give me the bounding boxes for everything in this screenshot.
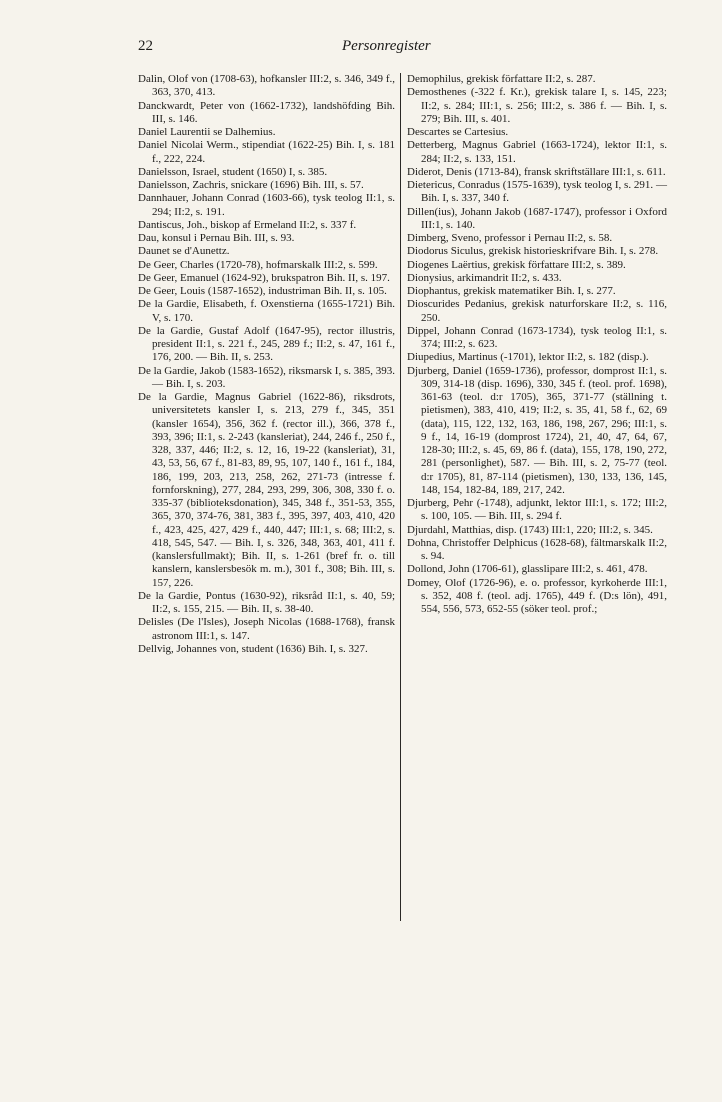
index-entry: Dimberg, Sveno, professor i Pernau II:2, s. 58. [407,232,613,244]
index-entry: Diupedius, Martinus (-1701), lektor II:2, s. 182 (disp.). [407,351,649,364]
index-entry: Djurberg, Pehr (-1748), adjunkt, lektor III:1, s. 172; III:2, s. 100, 105. — Bih. III, s. 294 f. [407,497,667,523]
index-entry: Diodorus Siculus, grekisk historieskrifvare Bih. I, s. 278. [407,245,659,258]
right-column [407,73,667,616]
index-entry: Dalin, Olof von (1708-63), hofkansler III:2, s. 346, 349 f., 363, 370, 413. [138,73,395,99]
index-entry: Delisles (De l'Isles), Joseph Nicolas (1688-1768), fransk astronom III:1, s. 147. [138,616,395,642]
index-entry: Danielsson, Israel, student (1650) I, s. 385. [138,165,328,178]
column-divider [400,73,401,921]
index-entry: Diophantus, grekisk matematiker Bih. I, s. 277. [407,285,616,297]
index-entry: De la Gardie, Magnus Gabriel (1622-86), riksdrots, universitetets kansler I, s. 213, 279 f., 345, 351 (kansler 1654), 356, 362 f. (rector ill.), 366, 378 f., 393, 396; II:1, s. 2-243 (kansleriat), 244, 246 f., 250 f., 328, 337, 446; II:2, s. 12, 16, 19-22 (kansleriat), 31, 43, 53, 56, 67 f., 81-83, 89, 95, 107, 140 f., 161 f., 184, 186, 199, 203, 213, 258, 262, 271-73 (intresse f. fornforskning), 277, 284, 293, 299, 306, 308, 330 f. o. 335-37 (biblioteksdonation), 345, 348 f., 351-53, 355, 365, 370, 374-76, 381, 383 f., 395, 397, 403, 410, 420 f., 423, 425, 427, 429 f., 440, 447; III:1, s. 68; III:2, s. 418, 545, 547. — Bih. I, s. 326, 348, 363, 401, 411 f. (kanslersfullmakt); Bih. II, s. 1-261 (bref fr. o. till kanslern, kanslersbesök m. m.), 301 f., 308; Bih. III, s. 157, 226. [138,391,395,589]
index-entry: Domey, Olof (1726-96), e. o. professor, kyrkoherde III:1, s. 352, 408 f. (teol. adj. 1765), 449 f. (D:s lön), 491, 554, 556, 573, 652-55 (söker teol. prof.; [407,576,667,615]
index-entry: De Geer, Emanuel (1624-92), brukspatron Bih. II, s. 197. [138,271,390,284]
index-entry: Descartes se Cartesius. [407,126,509,138]
index-entry: De la Gardie, Elisabeth, f. Oxenstierna (1655-1721) Bih. V, s. 170. [138,298,395,324]
index-entry: Demophilus, grekisk författare II:2, s. 287. [407,73,596,85]
index-entry: Dionysius, arkimandrit II:2, s. 433. [407,271,562,284]
index-entry: Detterberg, Magnus Gabriel (1663-1724), lektor II:1, s. 284; II:2, s. 133, 151. [407,139,667,165]
index-entry: Demosthenes (-322 f. Kr.), grekisk talare I, s. 145, 223; II:2, s. 284; III:1, s. 256; III:2, s. 386 f. — Bih. I, s. 279; Bih. III, s. 401. [407,86,667,125]
index-entry: Dantiscus, Joh., biskop af Ermeland II:2, s. 337 f. [138,218,357,231]
index-entry: Dippel, Johann Conrad (1673-1734), tysk teolog II:1, s. 374; III:2, s. 623. [407,324,667,350]
index-entry: De Geer, Louis (1587-1652), industriman Bih. II, s. 105. [138,285,387,297]
index-entry: Daniel Laurentii se Dalhemius. [138,126,276,138]
index-entry: De Geer, Charles (1720-78), hofmarskalk III:2, s. 599. [138,258,378,271]
running-title: Personregister [342,38,431,54]
index-entry: Dau, konsul i Pernau Bih. III, s. 93. [138,232,295,244]
index-entry: Djurdahl, Matthias, disp. (1743) III:1, 220; III:2, s. 345. [407,523,653,536]
index-entry: Dohna, Christoffer Delphicus (1628-68), fältmarskalk II:2, s. 94. [407,536,667,562]
index-entry: Diogenes Laërtius, grekisk författare III:2, s. 389. [407,258,626,271]
index-entry: Dellvig, Johannes von, student (1636) Bih. I, s. 327. [138,642,368,655]
page-number: 22 [138,38,153,54]
index-entry: Danckwardt, Peter von (1662-1732), landshöfding Bih. III, s. 146. [138,99,395,125]
index-entry: Dillen(ius), Johann Jakob (1687-1747), professor i Oxford III:1, s. 140. [407,205,667,231]
index-entry: Dollond, John (1706-61), glasslipare III:2, s. 461, 478. [407,563,648,576]
page-header [0,38,722,60]
index-entry: Dietericus, Conradus (1575-1639), tysk teolog I, s. 291. — Bih. I, s. 337, 340 f. [407,179,667,205]
index-entry: De la Gardie, Gustaf Adolf (1647-95), rector illustris, president II:1, s. 221 f., 245, 289 f.; II:2, s. 47, 161 f., 176, 200. — Bih. II, s. 253. [138,324,395,364]
index-entry: Daniel Nicolai Werm., stipendiat (1622-25) Bih. I, s. 181 f., 222, 224. [138,139,395,165]
left-column [138,73,395,656]
index-entry: Dannhauer, Johann Conrad (1603-66), tysk teolog II:1, s. 294; II:2, s. 191. [138,192,395,218]
index-entry: Djurberg, Daniel (1659-1736), professor, domprost II:1, s. 309, 314-18 (disp. 1696), 330, 345 f. (teol. prof. 1698), 361-63 (teol. d:r 1705), 365, 371-77 (ställning t. pietismen), 383, 410, 419; II:2, s. 35, 41, 58 f., 62, 69 (data), 115, 122, 132, 163, 186, 198, 267, 296; III:1, s. 9 f., 14, 16-19 (domprost 1724), 21, 40, 47, 64, 67, 128-30; III:2, s. 45, 69, 86 f. (data), 155, 178, 190, 272, 281 (personlighet), 587. — Bih. III, s. 2, 75-77 (teol. d:r 1705), 81, 87-114 (pietismen), 130, 133, 136, 145, 148, 154, 182-84, 189, 217, 242. [407,364,667,496]
index-entry: Dioscurides Pedanius, grekisk naturforskare II:2, s. 116, 250. [407,298,667,324]
index-entry: De la Gardie, Jakob (1583-1652), riksmarsk I, s. 385, 393. — Bih. I, s. 203. [138,364,395,390]
index-entry: Daunet se d'Aunettz. [138,245,230,258]
index-entry: Danielsson, Zachris, snickare (1696) Bih. III, s. 57. [138,179,364,191]
index-entry: Diderot, Denis (1713-84), fransk skriftställare III:1, s. 611. [407,165,666,178]
index-entry: De la Gardie, Pontus (1630-92), riksråd II:1, s. 40, 59; II:2, s. 155, 215. — Bih. II, s. 38-40. [138,589,395,615]
